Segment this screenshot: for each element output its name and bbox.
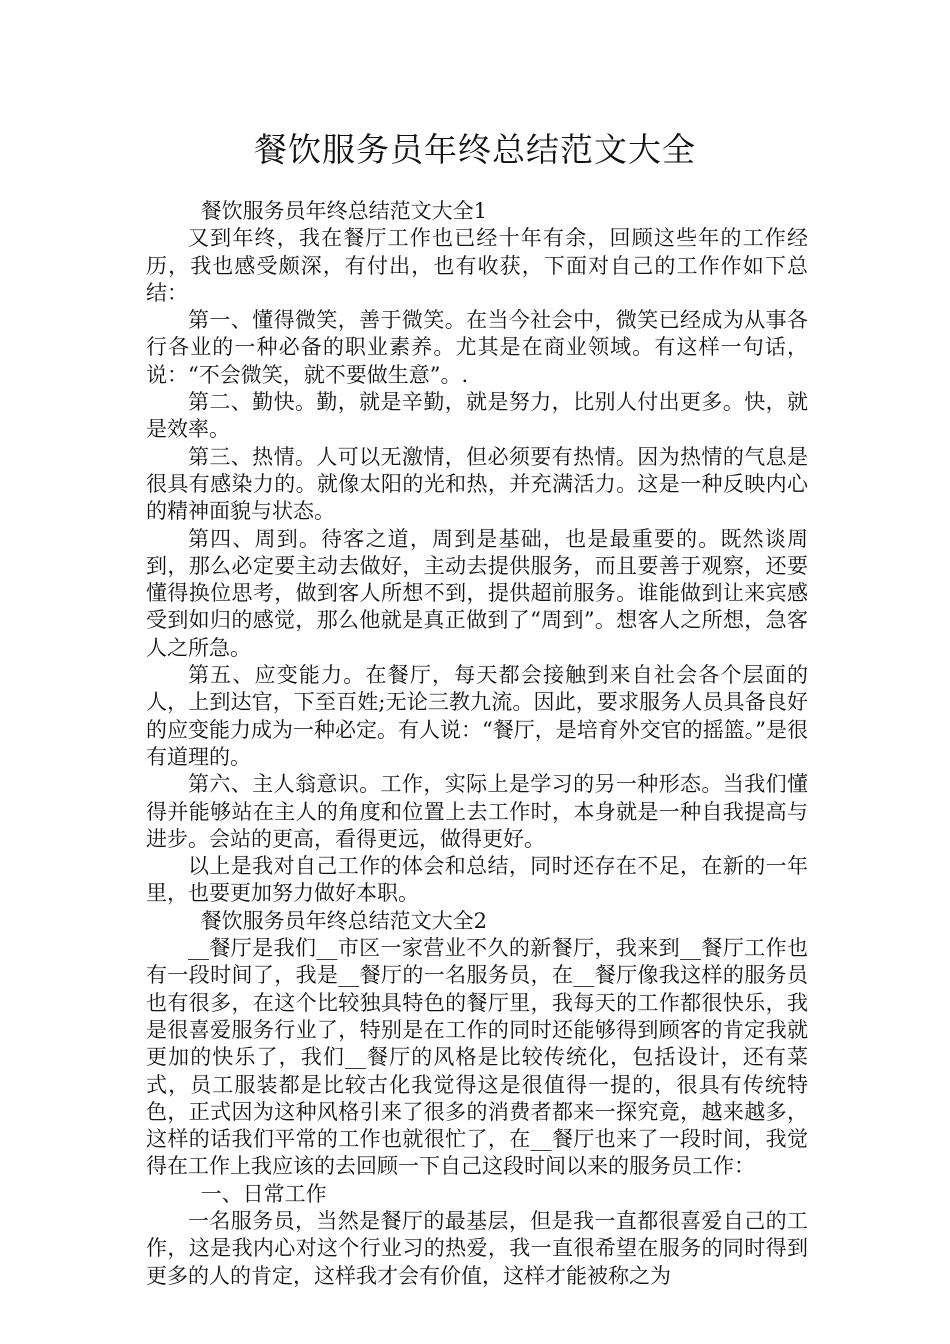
paragraph: 又到年终，我在餐厅工作也已经十年有余，回顾这些年的工作经历，我也感受颇深，有付出，也有收获，下面对自己的工作作如下总结： (146, 226, 808, 305)
paragraph: 第五、应变能力。在餐厅，每天都会接触到来自社会各个层面的人，上到达官，下至百姓;无论三教九流。因此，要求服务人员具备良好的应变能力成为一种必定。有人说：“餐厅，是培育外交官的摇篮。”是很有道理的。 (146, 663, 808, 769)
section-heading: 一、日常工作 (200, 1181, 327, 1206)
paragraph: 第一、懂得微笑，善于微笑。在当今社会中，微笑已经成为从事各行各业的一种必备的职业素养。尤其是在商业领域。有这样一句话，说：“不会微笑，就不要做生意”。. (146, 308, 808, 387)
document-body (146, 198, 808, 1290)
paragraph: 第六、主人翁意识。工作，实际上是学习的另一种形态。当我们懂得并能够站在主人的角度和位置上去工作时，本身就是一种自我提高与进步。会站的更高，看得更远，做得更好。 (146, 772, 808, 851)
section-heading: 餐饮服务员年终总结范文大全2 (200, 908, 487, 933)
paragraph: 第四、周到。待客之道，周到是基础，也是最重要的。既然谈周到，那么必定要主动去做好，主动去提供服务，而且要善于观察，还要懂得换位思考，做到客人所想不到，提供超前服务。谁能做到让来宾感受到如归的感觉，那么他就是真正做到了“周到”。想客人之所想，急客人之所急。 (146, 526, 808, 660)
document-title: 餐饮服务员年终总结范文大全 (254, 130, 696, 169)
paragraph: 第三、热情。人可以无激情，但必须要有热情。因为热情的气息是很具有感染力的。就像太阳的光和热，并充满活力。这是一种反映内心的精神面貌与状态。 (146, 444, 808, 524)
paragraph: 一名服务员，当然是餐厅的最基层，但是我一直都很喜爱自己的工作，这是我内心对这个行业习的热爱，我一直很希望在服务的同时得到更多的人的肯定，这样我才会有价值，这样才能被称之为 (146, 1208, 808, 1288)
paragraph: 第二、勤快。勤，就是辛勤，就是努力，比别人付出更多。快，就是效率。 (146, 390, 808, 442)
paragraph: 以上是我对自己工作的体会和总结，同时还存在不足，在新的一年里，也要更加努力做好本职。 (146, 854, 808, 906)
paragraph: __餐厅是我们__市区一家营业不久的新餐厅，我来到__餐厅工作也有一段时间了，我是__餐厅的一名服务员，在__餐厅像我这样的服务员也有很多，在这个比较独具特色的餐厅里，我每天的工作都很快乐，我是很喜爱服务行业了，特别是在工作的同时还能够得到顾客的肯定我就更加的快乐了，我们__餐厅的风格是比较传统化，包括设计，还有菜式，员工服装都是比较古化我觉得这是很值得一提的，很具有传统特色，正式因为这种风格引来了很多的消费者都来一探究竟，越来越多，这样的话我们平常的工作也就很忙了，在__餐厅也来了一段时间，我觉得在工作上我应该的去回顾一下自己这段时间以来的服务员工作： (146, 936, 808, 1179)
section-heading: 餐饮服务员年终总结范文大全1 (200, 199, 487, 223)
